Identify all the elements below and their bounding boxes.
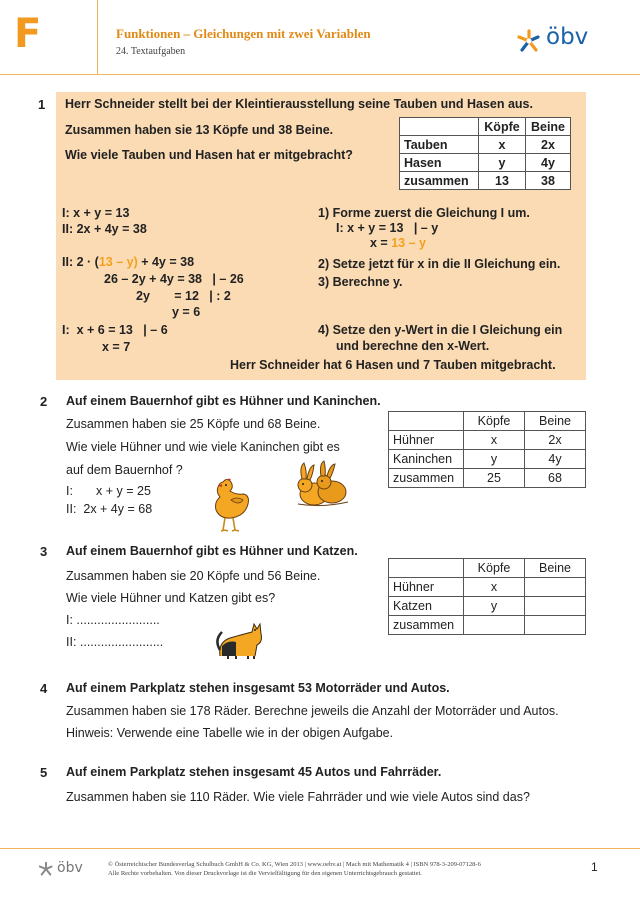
task1-sub-line <box>62 255 194 269</box>
task1-hint1b <box>370 236 426 250</box>
table-cell: y <box>464 597 525 616</box>
table-cell: x <box>464 578 525 597</box>
table-cell: 4y <box>525 450 586 469</box>
task4-number: 4 <box>40 681 48 696</box>
chicken-illustration <box>203 476 253 532</box>
table-cell: zusammen <box>389 616 464 635</box>
table-cell <box>389 559 464 578</box>
footer-rule <box>0 848 640 849</box>
task2-number: 2 <box>40 394 48 409</box>
sub-part: + 4y = 38 <box>137 255 195 269</box>
task3-eq2: II: ........................ <box>66 635 164 649</box>
task1-hint1a: I: x + y = 13 | – y <box>336 221 439 235</box>
task2-line1: Zusammen haben sie 25 Köpfe und 68 Beine. <box>66 417 321 431</box>
task5-line1: Zusammen haben sie 110 Räder. Wie viele Fahrräder und wie viele Autos sind das? <box>66 790 530 804</box>
footer-line2: Alle Rechte vorbehalten. Von dieser Druckvorlage ist die Vervielfältigung für den eigenen Unterrichtsgebrauch gestattet. <box>108 870 422 877</box>
table-cell: Tauben <box>400 136 479 154</box>
task3-line2: Wie viele Hühner und Katzen gibt es? <box>66 591 276 605</box>
task1-hint2: 2) Setze jetzt für x in die II Gleichung ein. <box>318 257 561 271</box>
table-cell: Hasen <box>400 154 479 172</box>
task1-eq2: II: 2x + 4y = 38 <box>62 222 147 236</box>
footer-line1: © Österreichischer Bundesverlag Schulbuch GmbH & Co. KG, Wien 2013 | www.oebv.at | Mach mit Mathematik 4 | ISBN 978-3-209-07128-6 <box>108 861 481 868</box>
task5-title: Auf einem Parkplatz stehen insgesamt 45 Autos und Fahrräder. <box>66 765 442 779</box>
table-cell: 2x <box>525 431 586 450</box>
task3-eq1: I: ........................ <box>66 613 160 627</box>
task1-line3: Wie viele Tauben und Hasen hat er mitgebracht? <box>65 148 353 162</box>
table-header: Köpfe <box>464 412 525 431</box>
task2-eq1-label: I: <box>66 484 73 498</box>
task2-table <box>388 411 586 488</box>
task1-line1: Herr Schneider stellt bei der Kleintierausstellung seine Tauben und Hasen aus. <box>65 97 533 111</box>
obv-logo-icon <box>516 28 542 54</box>
page-subtitle: 24. Textaufgaben <box>116 46 186 57</box>
footer-logo-text: öbv <box>57 860 83 876</box>
task2-line3: auf dem Bauernhof ? <box>66 463 183 477</box>
task3-number: 3 <box>40 544 48 559</box>
chapter-letter: F <box>14 11 42 57</box>
task4-line1: Zusammen haben sie 178 Räder. Berechne jeweils die Anzahl der Motorräder und Autos. <box>66 704 559 718</box>
table-cell: y <box>464 450 525 469</box>
task1-step-line: I: x + 6 = 13 | – 6 <box>62 323 168 337</box>
footer-copyright <box>108 860 481 878</box>
table-cell: x <box>464 431 525 450</box>
table-cell: 68 <box>525 469 586 488</box>
task1-hint4a: 4) Setze den y-Wert in die I Gleichung ein <box>318 323 563 337</box>
obv-logo-text: öbv <box>546 24 589 50</box>
task4-title: Auf einem Parkplatz stehen insgesamt 53 Motorräder und Autos. <box>66 681 450 695</box>
task1-eq1: I: x + y = 13 <box>62 206 130 220</box>
task1-step-line: 26 – 2y + 4y = 38 | – 26 <box>104 272 244 286</box>
task2-title: Auf einem Bauernhof gibt es Hühner und Kaninchen. <box>66 394 381 408</box>
rabbits-illustration <box>294 460 350 508</box>
task1-hint3: 3) Berechne y. <box>318 275 403 289</box>
table-cell: Hühner <box>389 431 464 450</box>
table-cell <box>525 616 586 635</box>
table-cell: Katzen <box>389 597 464 616</box>
table-cell: zusammen <box>400 172 479 190</box>
table-cell: 38 <box>526 172 571 190</box>
sub-part: II: 2 · ( <box>62 255 99 269</box>
sub-highlight: 13 – y) <box>98 255 138 269</box>
table-header: Beine <box>525 559 586 578</box>
table-cell: Hühner <box>389 578 464 597</box>
task1-table <box>399 117 571 190</box>
table-cell <box>464 616 525 635</box>
cat-illustration <box>214 616 264 660</box>
table-header: Beine <box>526 118 571 136</box>
table-cell: 13 <box>479 172 526 190</box>
table-cell <box>389 412 464 431</box>
task1-step-line: 2y = 12 | : 2 <box>136 289 231 303</box>
task3-table <box>388 558 586 635</box>
task2-eq1: x + y = 25 <box>96 484 151 498</box>
task1-hint1: 1) Forme zuerst die Gleichung I um. <box>318 206 530 220</box>
task4-line2: Hinweis: Verwende eine Tabelle wie in der obigen Aufgabe. <box>66 726 394 740</box>
task1-line2: Zusammen haben sie 13 Köpfe und 38 Beine. <box>65 123 334 137</box>
hint-part: x = <box>370 236 392 250</box>
table-cell: 4y <box>526 154 571 172</box>
table-header: Köpfe <box>479 118 526 136</box>
task3-line1: Zusammen haben sie 20 Köpfe und 56 Beine. <box>66 569 321 583</box>
page-number: 1 <box>591 860 598 874</box>
task1-number: 1 <box>38 97 46 112</box>
task1-hint4b: und berechne den x-Wert. <box>336 339 490 353</box>
table-cell <box>525 578 586 597</box>
table-cell <box>525 597 586 616</box>
table-cell: y <box>479 154 526 172</box>
header-divider <box>97 0 98 74</box>
task1-answer: Herr Schneider hat 6 Hasen und 7 Tauben mitgebracht. <box>230 358 556 372</box>
header-rule <box>0 74 640 75</box>
task1-step-line: x = 7 <box>102 340 131 354</box>
page-title: Funktionen – Gleichungen mit zwei Variablen <box>116 26 371 41</box>
table-header: Beine <box>525 412 586 431</box>
table-cell: Kaninchen <box>389 450 464 469</box>
hint-highlight: 13 – y <box>391 236 426 250</box>
table-cell: zusammen <box>389 469 464 488</box>
table-cell <box>400 118 479 136</box>
obv-logo-icon <box>38 861 54 877</box>
table-cell: x <box>479 136 526 154</box>
task1-step-line: y = 6 <box>172 305 201 319</box>
table-cell: 25 <box>464 469 525 488</box>
task2-line2: Wie viele Hühner und wie viele Kaninchen gibt es <box>66 440 340 454</box>
task5-number: 5 <box>40 765 48 780</box>
table-cell: 2x <box>526 136 571 154</box>
task2-eq2: II: 2x + 4y = 68 <box>66 502 153 516</box>
table-header: Köpfe <box>464 559 525 578</box>
task3-title: Auf einem Bauernhof gibt es Hühner und Katzen. <box>66 544 358 558</box>
